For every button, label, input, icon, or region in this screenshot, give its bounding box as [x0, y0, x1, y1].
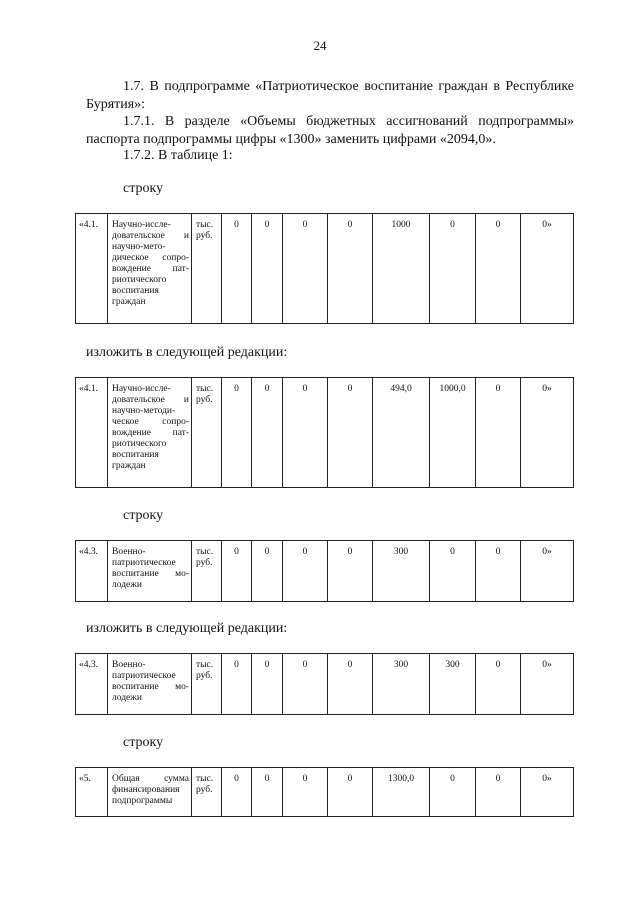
value-cell: 0	[222, 541, 252, 602]
value-cell: 494,0	[373, 378, 430, 488]
paragraph-1-7-1: 1.7.1. В разделе «Объемы бюджетных ассигнований подпрограммы» паспорта подпрограммы цифры «1300» заменить цифрами «2094,0».	[86, 114, 574, 147]
value-cell: 0	[476, 768, 521, 817]
table-row	[76, 541, 574, 602]
row-number: «4.3.	[76, 541, 108, 602]
row-unit: тыс. руб.	[192, 768, 222, 817]
row-number: «5.	[76, 768, 108, 817]
value-cell: 0	[430, 541, 476, 602]
value-cell: 0	[476, 654, 521, 715]
value-cell: 0	[252, 541, 283, 602]
value-cell: 0	[328, 541, 373, 602]
value-cell: 0	[430, 768, 476, 817]
row-name: Научно-иссле-довательское и научно-методи-ческое сопро-вождение пат-риотического воспитания граждан	[108, 378, 192, 488]
table-row-4-3-old	[75, 540, 574, 602]
row-number: «4.3.	[76, 654, 108, 715]
value-cell: 0	[476, 214, 521, 324]
value-cell: 0	[283, 541, 328, 602]
row-label-2: строку	[123, 508, 164, 523]
value-cell: 0	[252, 654, 283, 715]
table-row	[76, 214, 574, 324]
value-cell: 0	[222, 654, 252, 715]
value-cell: 1000	[373, 214, 430, 324]
paragraph-1-7-2: 1.7.2. В таблице 1:	[123, 148, 233, 163]
table-row	[76, 768, 574, 817]
value-cell: 0	[328, 654, 373, 715]
row-unit: тыс. руб.	[192, 378, 222, 488]
row-number: «4.1.	[76, 378, 108, 488]
value-cell: 0	[328, 768, 373, 817]
value-cell: 0	[476, 378, 521, 488]
value-cell: 0	[222, 378, 252, 488]
value-cell: 1000,0	[430, 378, 476, 488]
value-cell: 0	[283, 378, 328, 488]
table-row-4-3-new	[75, 653, 574, 715]
paragraph-1-7: 1.7. В подпрограмме «Патриотическое воспитание граждан в Республике Бурятия»:	[86, 79, 574, 112]
value-cell: 0	[328, 214, 373, 324]
row-label-1: строку	[123, 181, 164, 196]
value-cell: 0»	[521, 654, 574, 715]
value-cell: 0	[476, 541, 521, 602]
table-row-4-1-new	[75, 377, 574, 488]
table-row	[76, 654, 574, 715]
value-cell: 0	[222, 768, 252, 817]
row-unit: тыс. руб.	[192, 654, 222, 715]
value-cell: 0	[328, 378, 373, 488]
value-cell: 0»	[521, 541, 574, 602]
value-cell: 0	[252, 378, 283, 488]
row-number: «4.1.	[76, 214, 108, 324]
table-row	[76, 378, 574, 488]
row-name: Военно-патриотическое воспитание мо-лодежи	[108, 541, 192, 602]
row-name: Научно-иссле-довательское и научно-мето-дическое сопро-вождение пат-риотического воспитания граждан	[108, 214, 192, 324]
value-cell: 0	[283, 768, 328, 817]
row-unit: тыс. руб.	[192, 541, 222, 602]
value-cell: 0»	[521, 378, 574, 488]
value-cell: 0»	[521, 214, 574, 324]
row-unit: тыс. руб.	[192, 214, 222, 324]
value-cell: 0	[252, 768, 283, 817]
table-row-5-old	[75, 767, 574, 817]
row-label-3: строку	[123, 735, 164, 750]
value-cell: 0	[222, 214, 252, 324]
table-row-4-1-old	[75, 213, 574, 324]
edit-label-1: изложить в следующей редакции:	[86, 345, 288, 360]
page-number: 24	[313, 38, 327, 53]
edit-label-2: изложить в следующей редакции:	[86, 621, 288, 636]
value-cell: 1300,0	[373, 768, 430, 817]
row-name: Общая сумма финансирования подпрограммы	[108, 768, 192, 817]
value-cell: 300	[373, 654, 430, 715]
value-cell: 300	[373, 541, 430, 602]
row-name: Военно-патриотическое воспитание мо-лодежи	[108, 654, 192, 715]
value-cell: 0	[283, 214, 328, 324]
value-cell: 0»	[521, 768, 574, 817]
value-cell: 0	[252, 214, 283, 324]
value-cell: 300	[430, 654, 476, 715]
value-cell: 0	[430, 214, 476, 324]
value-cell: 0	[283, 654, 328, 715]
